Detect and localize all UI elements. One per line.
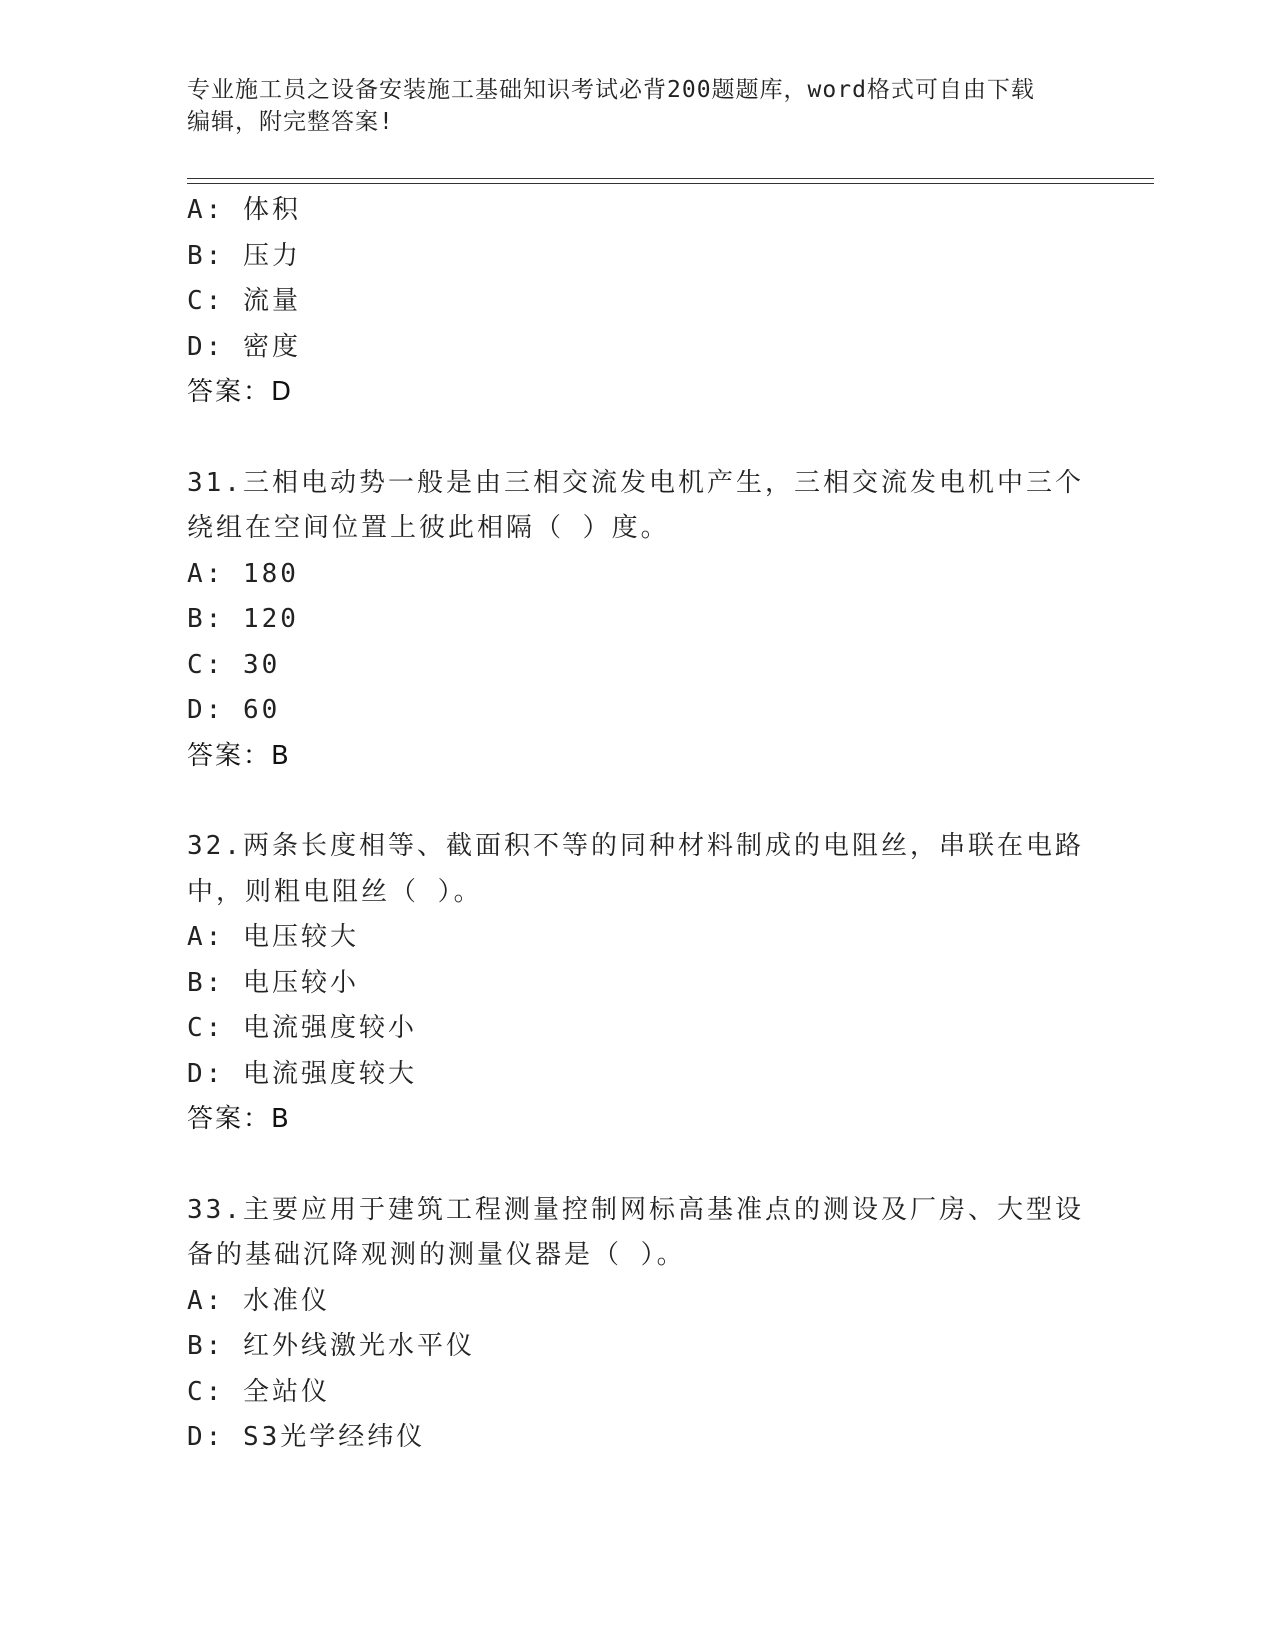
answer-line: 答案：B xyxy=(187,740,291,771)
option-b: B: 压力 xyxy=(187,240,301,271)
option-c: C: 全站仪 xyxy=(187,1376,330,1407)
question-32 xyxy=(187,824,1087,1143)
question-spacer xyxy=(187,416,1087,461)
answer-line: 答案：B xyxy=(187,1104,291,1134)
answer-line: 答案：D xyxy=(187,377,294,407)
option-b: B: 红外线激光水平仪 xyxy=(187,1331,475,1361)
previous-question-options xyxy=(187,188,1087,416)
question-spacer xyxy=(187,1143,1087,1188)
question-stem-line-1: 32.两条长度相等、截面积不等的同种材料制成的电阻丝，串联在电路 xyxy=(187,831,1084,861)
option-c: C: 30 xyxy=(187,649,281,680)
option-b: B: 120 xyxy=(187,604,299,634)
option-d: D: 60 xyxy=(187,695,281,725)
question-31 xyxy=(187,461,1087,780)
question-spacer xyxy=(187,779,1087,824)
option-a: A: 体积 xyxy=(187,195,301,225)
question-33 xyxy=(187,1188,1087,1461)
question-stem-line-1: 31.三相电动势一般是由三相交流发电机产生，三相交流发电机中三个 xyxy=(187,467,1084,498)
option-b: B: 电压较小 xyxy=(187,967,359,998)
option-a: A: 水准仪 xyxy=(187,1285,330,1316)
header-double-rule xyxy=(187,178,1154,184)
option-c: C: 电流强度较小 xyxy=(187,1013,417,1043)
question-stem-line-1: 33.主要应用于建筑工程测量控制网标高基准点的测设及厂房、大型设 xyxy=(187,1194,1084,1225)
option-a: A: 180 xyxy=(187,558,299,589)
option-d: D: 电流强度较大 xyxy=(187,1058,417,1089)
question-list xyxy=(187,188,1087,1461)
option-c: C: 流量 xyxy=(187,286,301,316)
option-a: A: 电压较大 xyxy=(187,922,359,952)
header-title-line-2: 编辑，附完整答案! xyxy=(187,109,394,135)
question-stem-line-2: 中，则粗电阻丝（ ）。 xyxy=(187,876,483,907)
header-title-line-1: 专业施工员之设备安装施工基础知识考试必背200题题库，word格式可自由下载 xyxy=(187,77,1035,103)
document-header xyxy=(187,74,1087,138)
option-d: D: S3光学经纬仪 xyxy=(187,1422,426,1452)
option-d: D: 密度 xyxy=(187,331,301,362)
question-stem-line-2: 备的基础沉降观测的测量仪器是（ ）。 xyxy=(187,1240,686,1270)
question-stem-line-2: 绕组在空间位置上彼此相隔（ ）度。 xyxy=(187,513,670,543)
